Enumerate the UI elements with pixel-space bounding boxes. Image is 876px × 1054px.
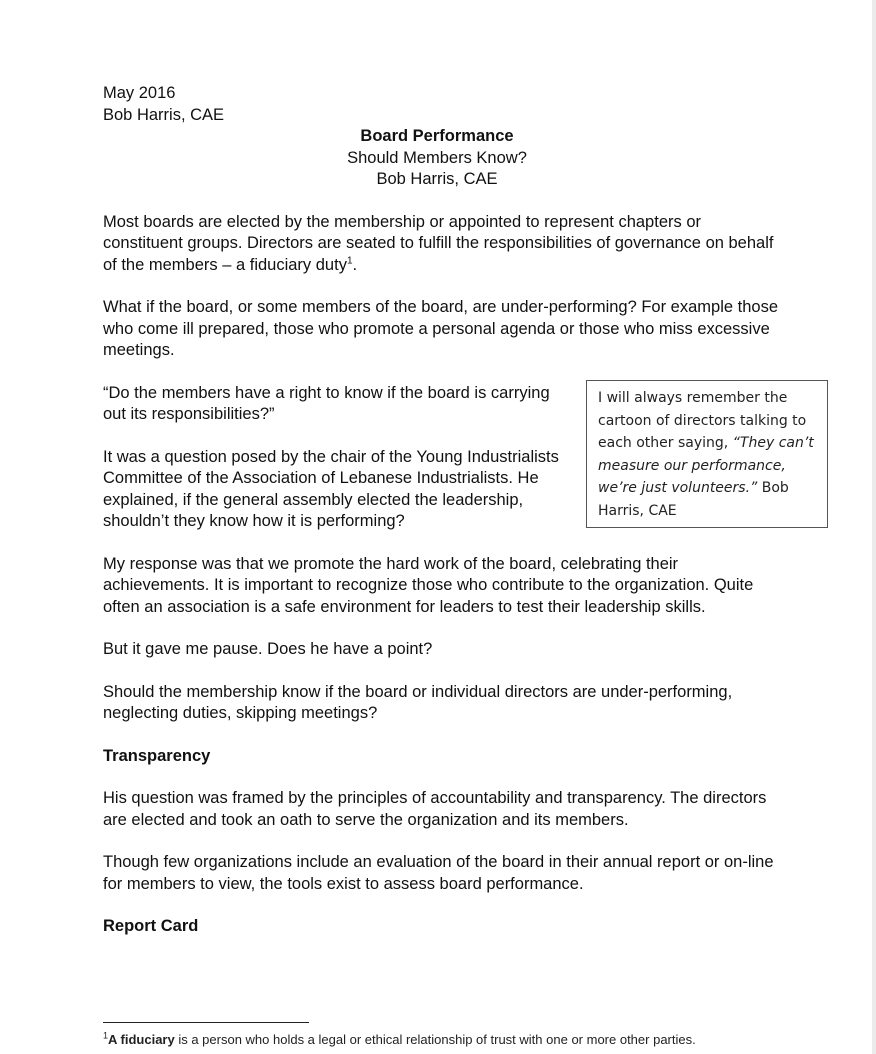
footnote-divider: [103, 1022, 309, 1023]
page-edge: [872, 0, 876, 1054]
document-byline: Bob Harris, CAE: [376, 170, 498, 188]
title-block: [103, 126, 771, 191]
document-author: Bob Harris, CAE: [103, 105, 225, 124]
paragraph-1-text: Most boards are elected by the membership or appointed to represent chapters or constituent groups. Directors are seated to fulfill the responsibilities of governance on behalf of the members – a fiduciary duty: [103, 212, 774, 274]
document-date: May 2016: [103, 84, 176, 102]
pull-quote-box: [586, 380, 828, 528]
paragraph-8: His question was framed by the principles of accountability and transparency. The directors are elected and took an oath to serve the organization and its members.: [103, 789, 767, 829]
paragraph-2: What if the board, or some members of the board, are under-performing? For example those who come ill prepared, those who promote a personal agenda or those who miss excessive meetings.: [103, 298, 778, 359]
paragraph-6: But it gave me pause. Does he have a point?: [103, 640, 433, 658]
paragraph-1-end: .: [352, 255, 358, 274]
heading-transparency: Transparency: [103, 746, 211, 765]
footnote-mark: 1: [103, 1030, 109, 1041]
footnote-reference[interactable]: 1: [346, 255, 353, 266]
paragraph-4: It was a question posed by the chair of the Young Industrialists Committee of the Association of Lebanese Industrialists. He explained, if the general assembly elected the leadership, shouldn’t they know how it is performing?: [103, 447, 559, 530]
paragraph-5: My response was that we promote the hard work of the board, celebrating their achievements. It is important to recognize those who contribute to the organization. Quite often an association is a safe environment for leaders to test their leadership skills.: [103, 554, 754, 616]
pull-quote-attribution: Bob Harris, CAE: [598, 480, 789, 519]
pull-quote-intro: I will always remember the cartoon of directors talking to each other saying,: [598, 390, 807, 451]
pull-quote-quote: “They can’t measure our performance, we’re just volunteers.”: [598, 435, 814, 496]
heading-report-card: Report Card: [103, 917, 199, 935]
footnote-text: is a person who holds a legal or ethical relationship of trust with one or more other parties.: [174, 1032, 696, 1047]
document-title: Board Performance: [360, 127, 514, 145]
document-subtitle: Should Members Know?: [347, 148, 527, 167]
paragraph-3-quote: “Do the members have a right to know if the board is carrying out its responsibilities?”: [103, 383, 550, 423]
footnote-term: A fiduciary: [108, 1032, 175, 1047]
footnote: [103, 1031, 803, 1048]
paragraph-1: [103, 212, 783, 277]
paragraph-9: Though few organizations include an evaluation of the board in their annual report or on-line for members to view, the tools exist to assess board performance.: [103, 853, 774, 893]
paragraph-7: Should the membership know if the board or individual directors are under-performing, neglecting duties, skipping meetings?: [103, 682, 733, 722]
